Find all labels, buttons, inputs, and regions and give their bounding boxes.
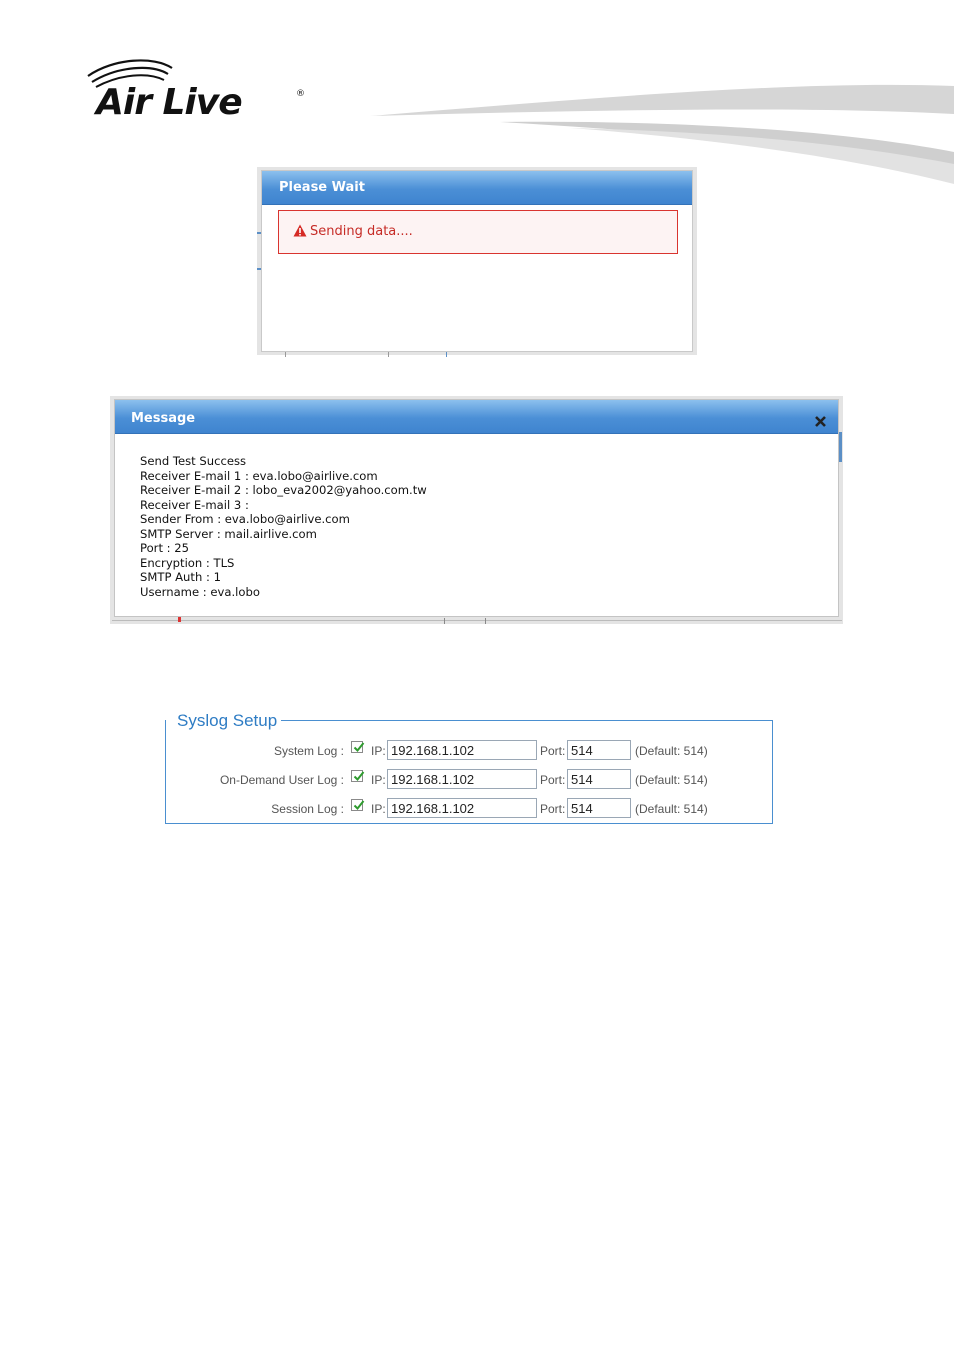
ip-label: IP: xyxy=(371,802,386,816)
background-fragment xyxy=(446,352,447,357)
background-fragment xyxy=(485,618,486,624)
message-line: Send Test Success xyxy=(140,454,247,468)
message-line: Username : eva.lobo xyxy=(140,584,260,599)
port-label: Port: xyxy=(540,802,566,816)
background-fragment xyxy=(112,620,842,621)
system-log-ip-input[interactable]: 192.168.1.102 xyxy=(387,740,537,760)
message-body xyxy=(140,454,427,599)
syslog-setup-legend: Syslog Setup xyxy=(174,711,281,731)
message-dialog xyxy=(114,399,839,617)
status-text: Sending data.... xyxy=(310,224,413,239)
close-icon[interactable] xyxy=(815,412,826,423)
ip-label: IP: xyxy=(371,773,386,787)
message-line: SMTP Server : mail.airlive.com xyxy=(140,526,317,541)
legend-gap xyxy=(166,719,174,722)
status-message-box xyxy=(278,210,678,254)
background-fragment xyxy=(839,432,842,462)
system-log-port-input[interactable]: 514 xyxy=(567,740,631,760)
system-log-checkbox[interactable] xyxy=(351,741,363,753)
default-port-note: (Default: 514) xyxy=(635,744,708,758)
please-wait-dialog xyxy=(261,170,693,352)
message-line: Receiver E-mail 1 : eva.lobo@airlive.com xyxy=(140,468,378,483)
message-line: Sender From : eva.lobo@airlive.com xyxy=(140,512,350,526)
port-label: Port: xyxy=(540,744,566,758)
on-demand-user-log-label: On-Demand User Log : xyxy=(219,773,344,787)
session-log-checkbox[interactable] xyxy=(351,799,363,811)
default-port-note: (Default: 514) xyxy=(635,802,708,816)
background-fragment xyxy=(178,617,181,622)
brand-text: Air Live xyxy=(96,82,242,123)
on-demand-user-log-port-input[interactable]: 514 xyxy=(567,769,631,789)
airlive-logo xyxy=(84,56,314,126)
message-line: Port : 25 xyxy=(140,541,190,555)
background-fragment xyxy=(285,352,286,357)
port-label: Port: xyxy=(540,773,566,787)
on-demand-user-log-ip-input[interactable]: 192.168.1.102 xyxy=(387,769,537,789)
on-demand-user-log-checkbox[interactable] xyxy=(351,770,363,782)
session-log-ip-input[interactable]: 192.168.1.102 xyxy=(387,798,537,818)
background-fragment xyxy=(444,618,445,624)
message-line: Receiver E-mail 2 : lobo_eva2002@yahoo.com.tw xyxy=(140,483,427,497)
message-line: Receiver E-mail 3 : xyxy=(140,497,249,512)
registered-mark: ® xyxy=(296,89,305,99)
session-log-port-input[interactable]: 514 xyxy=(567,798,631,818)
system-log-label: System Log : xyxy=(273,744,344,758)
background-fragment xyxy=(388,352,389,357)
ip-label: IP: xyxy=(371,744,386,758)
message-line: Encryption : TLS xyxy=(140,555,235,570)
default-port-note: (Default: 514) xyxy=(635,773,708,787)
message-line: SMTP Auth : 1 xyxy=(140,570,221,584)
warning-icon xyxy=(293,222,307,235)
session-log-label: Session Log : xyxy=(271,802,344,816)
dialog-title: Message xyxy=(115,400,838,434)
dialog-title: Please Wait xyxy=(262,171,692,205)
